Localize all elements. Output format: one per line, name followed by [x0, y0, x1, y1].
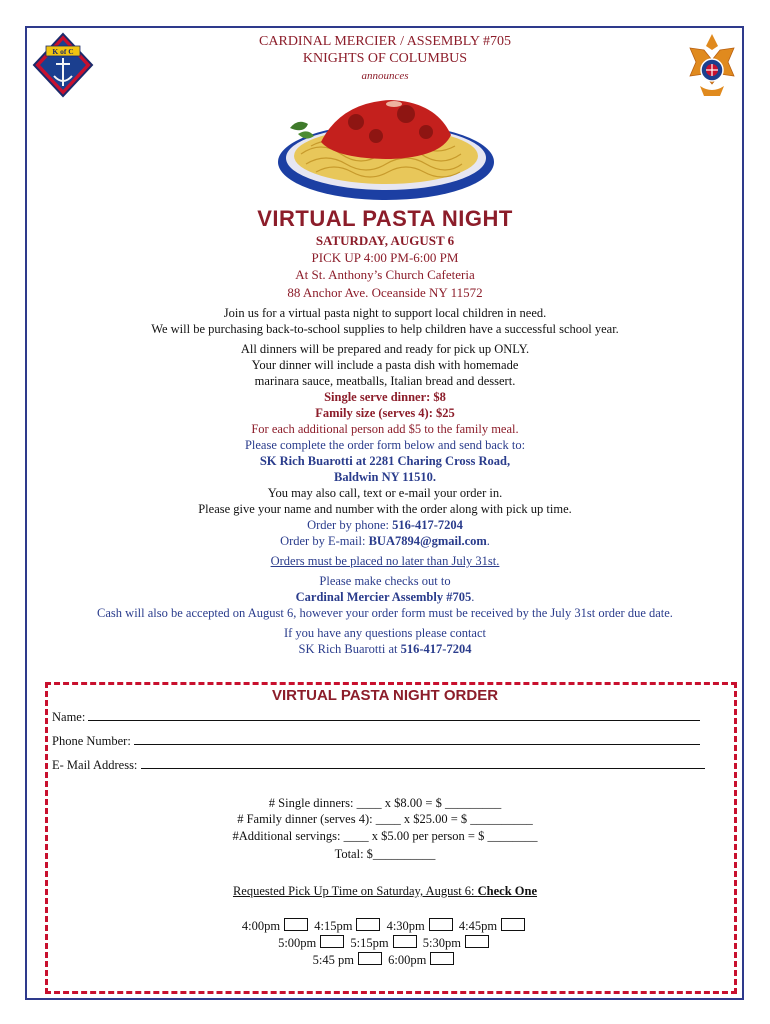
event-date: SATURDAY, AUGUST 6 — [315, 233, 455, 248]
order-by-email — [0, 534, 770, 549]
time-530-label: 5:30pm — [422, 936, 461, 950]
family-dinner-line[interactable]: # Family dinner (serves 4): ____ x $25.00 = $ __________ — [237, 812, 533, 826]
checks-payee-name: Cardinal Mercier Assembly #705 — [295, 590, 472, 604]
family-price: Family size (serves 4): $25 — [315, 406, 455, 420]
email-input-line[interactable] — [141, 758, 705, 769]
pickup-times-row-2 — [0, 935, 770, 951]
check-one-label: Check One — [477, 884, 538, 898]
time-500-checkbox[interactable] — [320, 935, 344, 948]
time-515-label: 5:15pm — [350, 936, 389, 950]
purpose-text: We will be purchasing back-to-school supplies to help children have a successful school year. — [151, 322, 619, 336]
name-input-line[interactable] — [88, 710, 700, 721]
time-400-label: 4:00pm — [241, 919, 281, 933]
complete-form-text: Please complete the order form below and send back to: — [244, 438, 526, 452]
name-label: Name: — [52, 710, 86, 724]
email-label: E- Mail Address: — [52, 758, 138, 772]
order-deadline: Orders must be placed no later than July 31st. — [270, 554, 500, 568]
phone-label: Phone Number: — [52, 734, 131, 748]
pickup-hours: PICK UP 4:00 PM-6:00 PM — [311, 250, 459, 265]
pickup-time-label: Requested Pick Up Time on Saturday, August 6: — [232, 884, 478, 898]
order-email-period: . — [486, 534, 490, 548]
time-445-label: 4:45pm — [458, 919, 498, 933]
call-text: You may also call, text or e-mail your order in. — [267, 486, 503, 500]
time-600-checkbox[interactable] — [430, 952, 454, 965]
order-phone-number[interactable]: 516-417-7204 — [392, 518, 463, 532]
cash-text: Cash will also be accepted on August 6, however your order form must be received by the July 31st order due date. — [97, 606, 673, 620]
additional-person-text: For each additional person add $5 to the family meal. — [251, 422, 519, 436]
contact-phone[interactable]: 516-417-7204 — [400, 642, 472, 656]
give-name-text: Please give your name and number with the order along with pick up time. — [198, 502, 572, 516]
time-400-checkbox[interactable] — [284, 918, 308, 931]
pickup-time-prompt — [0, 884, 770, 899]
mail-address-line1: SK Rich Buarotti at 2281 Charing Cross Road, — [259, 454, 511, 468]
time-545-checkbox[interactable] — [358, 952, 382, 965]
assembly-heading: CARDINAL MERCIER / ASSEMBLY #705 — [259, 34, 511, 49]
phone-input-line[interactable] — [134, 734, 700, 745]
pickup-only-text: All dinners will be prepared and ready for pick up ONLY. — [240, 342, 530, 356]
time-415-checkbox[interactable] — [356, 918, 380, 931]
name-field[interactable] — [52, 710, 712, 725]
checks-payee-period: . — [471, 590, 475, 604]
time-430-label: 4:30pm — [386, 919, 425, 933]
dinner-includes-text: Your dinner will include a pasta dish with homemade — [251, 358, 519, 372]
time-600-label: 6:00pm — [388, 953, 427, 967]
contact-label: SK Rich Buarotti at — [298, 642, 401, 656]
dinner-items-text: marinara sauce, meatballs, Italian bread and dessert. — [254, 374, 516, 388]
questions-text: If you have any questions please contact — [283, 626, 486, 640]
order-by-phone-label: Order by phone: — [307, 518, 393, 532]
time-445-checkbox[interactable] — [501, 918, 525, 931]
additional-servings-line[interactable]: #Additional servings: ____ x $5.00 per person = $ ________ — [232, 829, 538, 843]
pasta-plate-illustration — [276, 92, 496, 202]
phone-field[interactable] — [52, 734, 714, 749]
order-form-title: VIRTUAL PASTA NIGHT ORDER — [271, 687, 499, 704]
email-field[interactable] — [52, 758, 718, 773]
total-line[interactable]: Total: $__________ — [334, 847, 436, 861]
intro-text: Join us for a virtual pasta night to support local children in need. — [223, 306, 547, 320]
order-email-link[interactable]: BUA7894@gmail.com — [368, 534, 487, 548]
time-545-label: 5:45 pm — [312, 953, 354, 967]
contact-line — [0, 642, 770, 657]
time-415-label: 4:15pm — [314, 919, 353, 933]
kofc-emblem-text: K of C — [52, 47, 74, 56]
single-price: Single serve dinner: $8 — [324, 390, 446, 404]
checks-payee — [0, 590, 770, 605]
event-address: 88 Anchor Ave. Oceanside NY 11572 — [287, 285, 483, 300]
order-by-email-label: Order by E-mail: — [280, 534, 369, 548]
time-515-checkbox[interactable] — [393, 935, 417, 948]
pickup-times-row-1 — [0, 918, 770, 934]
single-dinners-line[interactable]: # Single dinners: ____ x $8.00 = $ _________ — [268, 796, 502, 810]
time-430-checkbox[interactable] — [429, 918, 453, 931]
pickup-times-row-3 — [0, 952, 770, 968]
organization-heading: KNIGHTS OF COLUMBUS — [302, 51, 468, 66]
event-title: VIRTUAL PASTA NIGHT — [257, 206, 513, 231]
checks-text: Please make checks out to — [319, 574, 451, 588]
time-500-label: 5:00pm — [278, 936, 317, 950]
mail-address-line2: Baldwin NY 11510. — [334, 470, 436, 484]
event-location: At St. Anthony’s Church Cafeteria — [295, 267, 475, 282]
announces-text: announces — [361, 70, 409, 82]
order-by-phone — [0, 518, 770, 533]
time-530-checkbox[interactable] — [465, 935, 489, 948]
